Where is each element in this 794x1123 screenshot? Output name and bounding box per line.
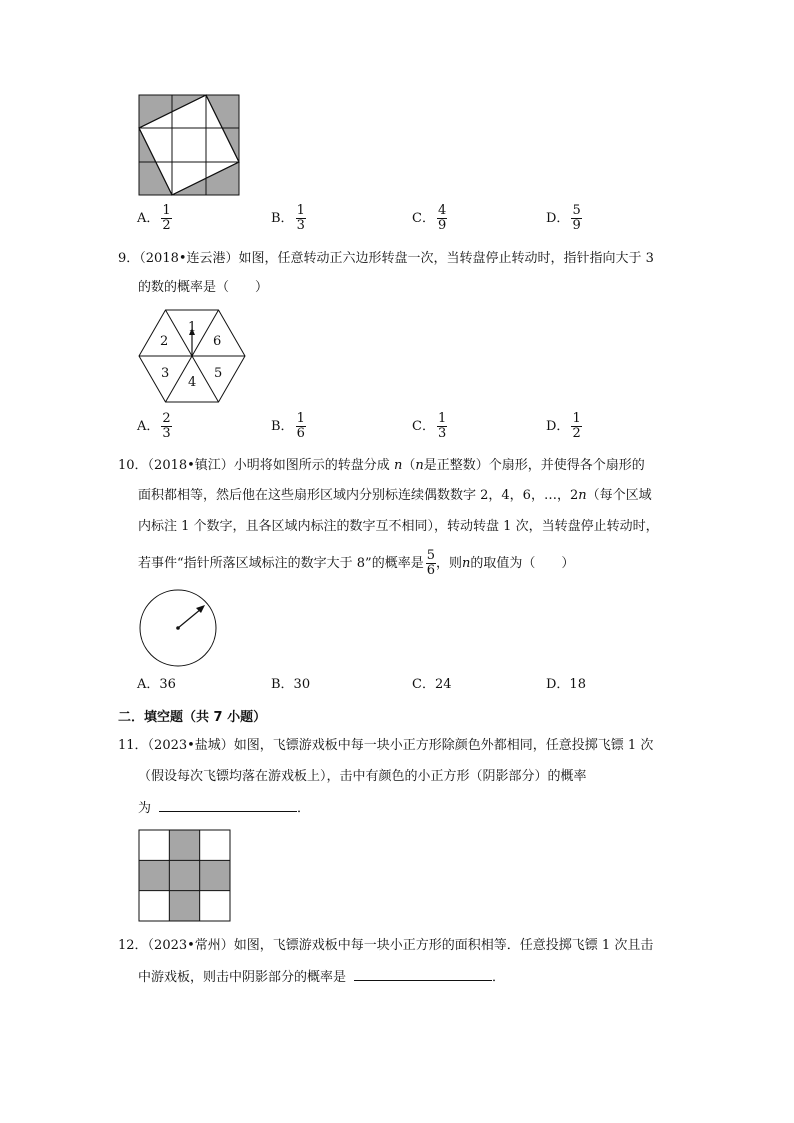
q9-option-c: C． $\frac{1}{3}$	[412, 411, 447, 441]
q11-text-line1: 11．（2023•盐城）如图，飞镖游戏板中每一块小正方形除颜色外都相同，任意投掷飞镖 1 次	[118, 738, 654, 753]
q10-option-b: B．30	[271, 677, 311, 692]
spinner-label-3: 3	[161, 366, 170, 381]
q12-text-line2: 中游戏板，则击中阴影部分的概率是 ．	[138, 970, 506, 985]
q9-option-b: B． $\frac{1}{6}$	[271, 411, 305, 441]
q8-figure	[139, 95, 239, 195]
q10-text-line3: 内标注 1 个数字，且各区域内标注的数字互不相同），转动转盘 1 次，当转盘停止转动时，	[138, 519, 659, 534]
q10-text-line4: 若事件“指针所落区域标注的数字大于 8”的概率是 $\frac{5}{6}$ ，则n的取值为（ ）	[138, 548, 575, 578]
q9-option-d: D． $\frac{1}{2}$	[546, 411, 581, 441]
spinner-label-2: 2	[160, 334, 169, 349]
q12-text-line1: 12．（2023•常州）如图，飞镖游戏板中每一块小正方形的面积相等．任意投掷飞镖 1 次且击	[118, 938, 654, 953]
q11-answer-blank[interactable]	[159, 799, 297, 812]
q9-option-a: A． $\frac{2}{3}$	[137, 411, 171, 441]
q10-text-line2: 面积都相等，然后他在这些扇形区域内分别标连续偶数数字 2，4，6，…，2n（每个区域	[138, 488, 652, 503]
q10-option-c: C．24	[412, 677, 452, 692]
spinner-label-6: 6	[213, 334, 222, 349]
q8-option-c: C． $\frac{4}{9}$	[412, 203, 447, 233]
q8-option-a: A． $\frac{1}{2}$	[137, 203, 171, 233]
q9-text-line1: 9．（2018•连云港）如图，任意转动正六边形转盘一次，当转盘停止转动时，指针指向大于 3	[118, 251, 654, 266]
q11-grid-figure	[139, 830, 230, 921]
section-heading-fill-in: 二．填空题（共 7 小题）	[118, 710, 267, 725]
q9-hexagon-spinner	[139, 310, 245, 402]
q8-option-b: B． $\frac{1}{3}$	[271, 203, 305, 233]
spinner-label-4: 4	[188, 375, 197, 390]
q10-option-d: D．18	[546, 677, 586, 692]
spinner-label-1: 1	[188, 320, 197, 335]
q11-text-line2: （假设每次飞镖均落在游戏板上），击中有颜色的小正方形（阴影部分）的概率	[138, 769, 587, 784]
q10-option-a: A．36	[137, 677, 176, 692]
q10-text-line1: 10．（2018•镇江）小明将如图所示的转盘分成 n（n是正整数）个扇形，并使得各个扇形的	[118, 458, 645, 473]
q12-answer-blank[interactable]	[354, 968, 492, 981]
q10-circle-spinner	[139, 589, 217, 667]
q11-text-line3: 为 ．	[138, 801, 311, 816]
spinner-label-5: 5	[214, 366, 223, 381]
q9-text-line2: 的数的概率是（ ）	[138, 280, 269, 295]
q8-option-d: D． $\frac{5}{9}$	[546, 203, 581, 233]
